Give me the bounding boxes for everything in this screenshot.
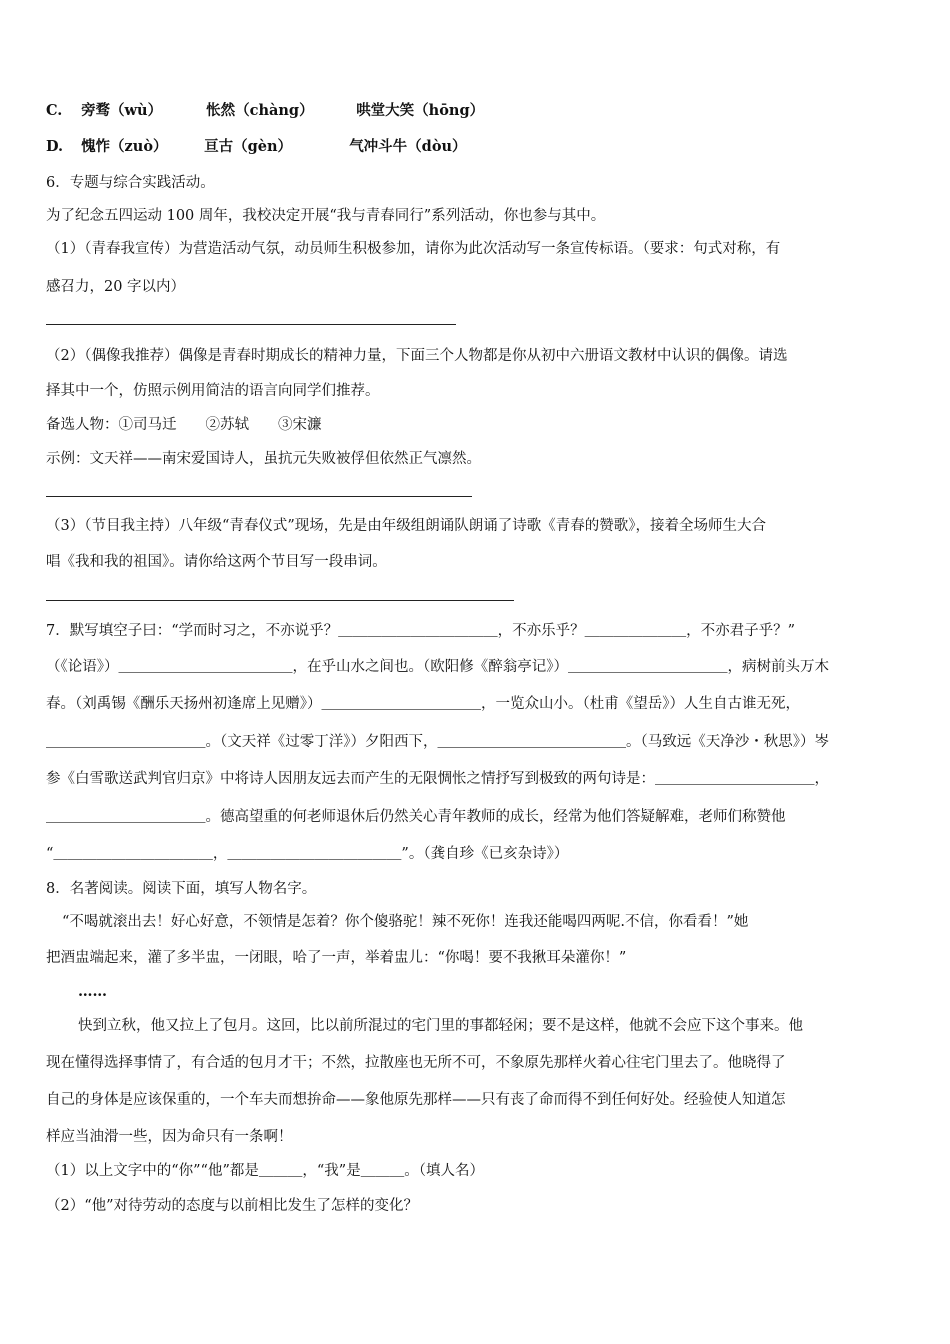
q6-intro: 为了纪念五四运动 100 周年，我校决定开展“我与青春同行”系列活动，你也参与其中。 [46, 208, 606, 224]
q6-part2-answer-line[interactable] [46, 496, 472, 497]
option-d [46, 136, 908, 158]
option-d-word-1: 愧怍（zuò） [81, 138, 168, 155]
q8-para2-line3: 自己的身体是应该保重的，一个车夫而想拚命——象他原先那样——只有丧了命而得不到任何好处。经验使人知道怎 [46, 1092, 786, 1108]
q6-part2-example: 示例：文天祥——南宋爱国诗人，虽抗元失败被俘但依然正气凛然。 [46, 451, 481, 467]
q7-line4: ＿＿＿＿＿＿＿＿＿＿＿。（文天祥《过零丁洋》）夕阳西下，＿＿＿＿＿＿＿＿＿＿＿＿＿。（马致远《天净沙・秋思》）岑 [46, 734, 829, 750]
q8-sub1: （1）以上文字中的“你”“他”都是＿＿＿，“我”是＿＿＿。（填人名） [46, 1163, 484, 1179]
q6-part1-line1: （1）（青春我宣传）为营造活动气氛，动员师生积极参加，请你为此次活动写一条宣传标语。（要求：句式对称，有 [46, 241, 781, 257]
q6-part1-answer-line[interactable] [46, 324, 456, 325]
q7-line2: （《论语》）＿＿＿＿＿＿＿＿＿＿＿＿，在乎山水之间也。（欧阳修《醉翁亭记》）＿＿＿＿＿＿＿＿＿＿＿，病树前头万木 [46, 659, 829, 675]
q6-title: 6．专题与综合实践活动。 [46, 175, 215, 191]
q7-line5: 参《白雪歌送武判官归京》中将诗人因朋友远去而产生的无限惆怅之情抒写到极致的两句诗是：＿＿＿＿＿＿＿＿＿＿＿， [46, 771, 829, 787]
q6-part1-line2: 感召力，20 字以内） [46, 279, 186, 295]
q8-para2-line1: 快到立秋，他又拉上了包月。这回，比以前所混过的宅门里的事都轻闲；要不是这样，他就不会应下这个事来。他 [78, 1018, 803, 1034]
q7-line3: 春。（刘禹锡《酬乐天扬州初逢席上见赠》）＿＿＿＿＿＿＿＿＿＿＿，一览众山小。（杜甫《望岳》）人生自古谁无死， [46, 696, 800, 712]
q6-part2-line1: （2）（偶像我推荐）偶像是青春时期成长的精神力量，下面三个人物都是你从初中六册语文教材中认识的偶像。请选 [46, 348, 788, 364]
q7-line1: 7．默写填空子曰：“学而时习之，不亦说乎？＿＿＿＿＿＿＿＿＿＿＿，不亦乐乎？＿＿＿＿＿＿＿，不亦君子乎？” [46, 623, 796, 639]
q8-para1-line2: 把酒盅端起来，灌了多半盅，一闭眼，哈了一声，举着盅儿：“你喝！要不我揪耳朵灌你！” [46, 950, 627, 966]
q8-sub2: （2）“他”对待劳动的态度与以前相比发生了怎样的变化？ [46, 1198, 419, 1214]
q7-line6: ＿＿＿＿＿＿＿＿＿＿＿。德高望重的何老师退休后仍然关心青年教师的成长，经常为他们答疑解难，老师们称赞他 [46, 809, 786, 825]
q6-part3-line1: （3）（节目我主持）八年级“青春仪式”现场，先是由年级组朗诵队朗诵了诗歌《青春的赞歌》，接着全场师生大合 [46, 518, 767, 534]
option-d-word-3: 气冲斗牛（dòu） [349, 138, 467, 155]
option-c-label: C. [46, 102, 63, 119]
option-c-word-3: 哄堂大笑（hōng） [356, 102, 485, 119]
q8-ellipsis: …… [78, 983, 107, 1000]
option-c [46, 100, 908, 122]
q6-part3-line2: 唱《我和我的祖国》。请你给这两个节目写一段串词。 [46, 554, 387, 570]
q8-para2-line4: 样应当油滑一些，因为命只有一条啊！ [46, 1129, 293, 1145]
q6-part2-line2: 择其中一个，仿照示例用简洁的语言向同学们推荐。 [46, 383, 380, 399]
q6-part3-answer-line[interactable] [46, 600, 514, 601]
option-c-word-2: 怅然（chàng） [206, 102, 314, 119]
q7-line7: “＿＿＿＿＿＿＿＿＿＿＿，＿＿＿＿＿＿＿＿＿＿＿＿”。（龚自珍《已亥杂诗》） [46, 846, 569, 862]
option-c-word-1: 旁骛（wù） [81, 102, 163, 119]
option-d-label: D. [46, 138, 64, 155]
q6-part2-candidates: 备选人物：①司马迁 ②苏轼 ③宋濂 [46, 417, 322, 433]
q8-para1-line1: “不喝就滚出去！好心好意，不领情是怎着？你个傻骆驼！辣不死你！连我还能喝四两呢.不信，你看看！”她 [62, 914, 749, 930]
q8-title: 8．名著阅读。阅读下面，填写人物名字。 [46, 881, 317, 897]
option-d-word-2: 亘古（gèn） [204, 138, 293, 155]
q8-para2-line2: 现在懂得选择事情了，有合适的包月才干；不然，拉散座也无所不可，不象原先那样火着心往宅门里去了。他晓得了 [46, 1055, 786, 1071]
